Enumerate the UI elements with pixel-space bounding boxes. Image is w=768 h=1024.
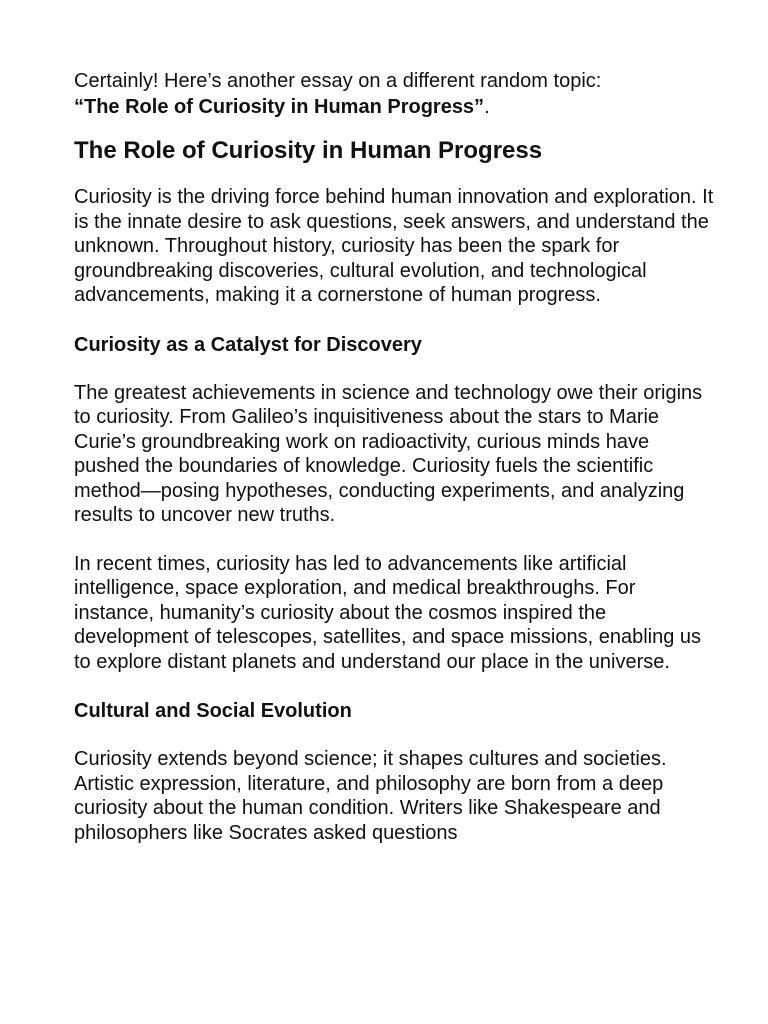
paragraph-discovery-1: The greatest achievements in science and technology owe their origins to curiosity. From Galileo’s inquisitiveness about the stars to Marie Curie’s groundbreaking work on radioactivity, curious minds have pushed the boundaries of knowledge. Curiosity fuels the scientific method—posing hypotheses, conducting experiments, and analyzing results to uncover new truths. xyxy=(74,381,703,526)
document-page xyxy=(74,68,714,845)
paragraph-cultural-1: Curiosity extends beyond science; it shapes cultures and societies. Artistic expression, literature, and philosophy are born from a deep curiosity about the human condition. Writers like Shakespeare and philosophers like Socrates asked questions xyxy=(74,748,667,844)
section-heading-discovery: Curiosity as a Catalyst for Discovery xyxy=(74,333,422,356)
intro-topic: “The Role of Curiosity in Human Progress” xyxy=(74,96,485,118)
essay-title: The Role of Curiosity in Human Progress xyxy=(74,137,543,164)
paragraph-discovery-2: In recent times, curiosity has led to advancements like artificial intelligence, space exploration, and medical breakthroughs. For instance, humanity’s curiosity about the cosmos inspired the development of telescopes, satellites, and space missions, enabling us to explore distant planets and understand our place in the universe. xyxy=(74,552,702,673)
intro-lead: Certainly! Here’s another essay on a different random topic: xyxy=(74,70,602,92)
section-heading-cultural: Cultural and Social Evolution xyxy=(74,700,352,722)
paragraph-intro: Curiosity is the driving force behind human innovation and exploration. It is the innate desire to ask questions, seek answers, and understand the unknown. Throughout history, curiosity has been the spark for groundbreaking discoveries, cultural evolution, and technological advancements, making it a cornerstone of human progress. xyxy=(74,186,714,306)
intro-period: . xyxy=(484,96,490,118)
intro-line xyxy=(74,68,714,120)
